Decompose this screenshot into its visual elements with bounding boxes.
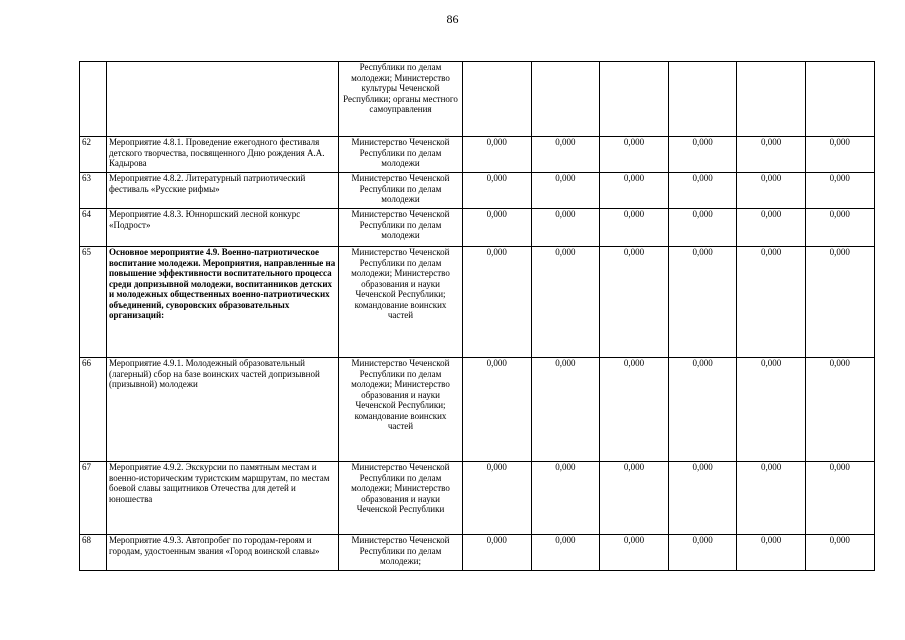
table-row (80, 358, 875, 462)
funding-value: 0,000 (805, 535, 874, 571)
responsible-executor: Министерство Чеченской Республики по делам молодежи (339, 173, 463, 209)
row-number (80, 62, 107, 137)
funding-value: 0,000 (600, 137, 669, 173)
funding-value: 0,000 (668, 358, 737, 462)
funding-value: 0,000 (531, 247, 600, 358)
table-row (80, 535, 875, 571)
funding-value: 0,000 (463, 173, 532, 209)
funding-value: 0,000 (463, 209, 532, 247)
funding-value (737, 62, 806, 137)
funding-value: 0,000 (805, 247, 874, 358)
funding-value: 0,000 (463, 462, 532, 535)
responsible-executor: Министерство Чеченской Республики по делам молодежи; (339, 535, 463, 571)
responsible-executor: Министерство Чеченской Республики по делам молодежи (339, 137, 463, 173)
funding-value: 0,000 (600, 462, 669, 535)
event-description: Мероприятие 4.9.2. Экскурсии по памятным местам и военно-историческим туристским маршрутам, по местам боевой славы защитников Отечества для детей и юношества (107, 462, 339, 535)
funding-value: 0,000 (805, 209, 874, 247)
program-table (79, 61, 875, 571)
funding-value: 0,000 (668, 173, 737, 209)
table-row (80, 209, 875, 247)
funding-value: 0,000 (737, 209, 806, 247)
funding-value: 0,000 (531, 137, 600, 173)
funding-value: 0,000 (668, 209, 737, 247)
funding-value: 0,000 (737, 173, 806, 209)
funding-value (531, 62, 600, 137)
table-row (80, 173, 875, 209)
event-description: Мероприятие 4.9.3. Автопробег по городам-героям и городам, удостоенным звания «Город воинской славы» (107, 535, 339, 571)
funding-value: 0,000 (805, 358, 874, 462)
responsible-executor: Министерство Чеченской Республики по делам молодежи (339, 209, 463, 247)
funding-value: 0,000 (600, 173, 669, 209)
event-description (107, 62, 339, 137)
funding-value: 0,000 (668, 462, 737, 535)
funding-value: 0,000 (463, 247, 532, 358)
funding-value: 0,000 (463, 358, 532, 462)
funding-value: 0,000 (668, 535, 737, 571)
funding-value: 0,000 (737, 137, 806, 173)
funding-value: 0,000 (463, 137, 532, 173)
funding-value: 0,000 (600, 358, 669, 462)
row-number: 65 (80, 247, 107, 358)
row-number: 62 (80, 137, 107, 173)
event-description: Мероприятие 4.8.3. Юнноршский лесной конкурс «Подрост» (107, 209, 339, 247)
funding-value: 0,000 (463, 535, 532, 571)
funding-value: 0,000 (531, 209, 600, 247)
responsible-executor: Министерство Чеченской Республики по делам молодежи; Министерство образования и науки Чеченской Республики; командование воинских частей (339, 358, 463, 462)
table-row-continuation (80, 62, 875, 137)
event-description: Основное мероприятие 4.9. Военно-патриотическое воспитание молодежи. Мероприятия, направленные на повышение эффективности воспитательного процесса среди допризывной молодежи, воспитанников детских и молодежных общественных военно-патриотических объединений, суворовских образовательных организаций: (107, 247, 339, 358)
funding-value: 0,000 (805, 137, 874, 173)
funding-value: 0,000 (668, 247, 737, 358)
event-description: Мероприятие 4.9.1. Молодежный образовательный (лагерный) сбор на базе воинских частей допризывной (призывной) молодежи (107, 358, 339, 462)
table-row (80, 247, 875, 358)
funding-value: 0,000 (531, 462, 600, 535)
responsible-executor: Министерство Чеченской Республики по делам молодежи; Министерство образования и науки Чеченской Республики; командование воинских частей (339, 247, 463, 358)
event-description: Мероприятие 4.8.1. Проведение ежегодного фестиваля детского творчества, посвященного Дню рождения А.А. Кадырова (107, 137, 339, 173)
funding-value: 0,000 (668, 137, 737, 173)
funding-value: 0,000 (531, 173, 600, 209)
funding-value (668, 62, 737, 137)
funding-value: 0,000 (805, 462, 874, 535)
funding-value: 0,000 (600, 209, 669, 247)
responsible-executor: Республики по делам молодежи; Министерство культуры Чеченской Республики; органы местного самоуправления (339, 62, 463, 137)
table-row (80, 137, 875, 173)
funding-value: 0,000 (737, 358, 806, 462)
funding-value: 0,000 (737, 247, 806, 358)
funding-value: 0,000 (805, 173, 874, 209)
funding-value: 0,000 (737, 462, 806, 535)
funding-value: 0,000 (600, 535, 669, 571)
funding-value: 0,000 (600, 247, 669, 358)
funding-value (600, 62, 669, 137)
row-number: 66 (80, 358, 107, 462)
funding-value (463, 62, 532, 137)
page-number: 86 (446, 12, 459, 26)
responsible-executor: Министерство Чеченской Республики по делам молодежи; Министерство образования и науки Чеченской Республики (339, 462, 463, 535)
row-number: 67 (80, 462, 107, 535)
funding-value (805, 62, 874, 137)
row-number: 64 (80, 209, 107, 247)
funding-value: 0,000 (531, 535, 600, 571)
funding-value: 0,000 (737, 535, 806, 571)
table-row (80, 462, 875, 535)
row-number: 68 (80, 535, 107, 571)
event-description: Мероприятие 4.8.2. Литературный патриотический фестиваль «Русские рифмы» (107, 173, 339, 209)
row-number: 63 (80, 173, 107, 209)
funding-value: 0,000 (531, 358, 600, 462)
